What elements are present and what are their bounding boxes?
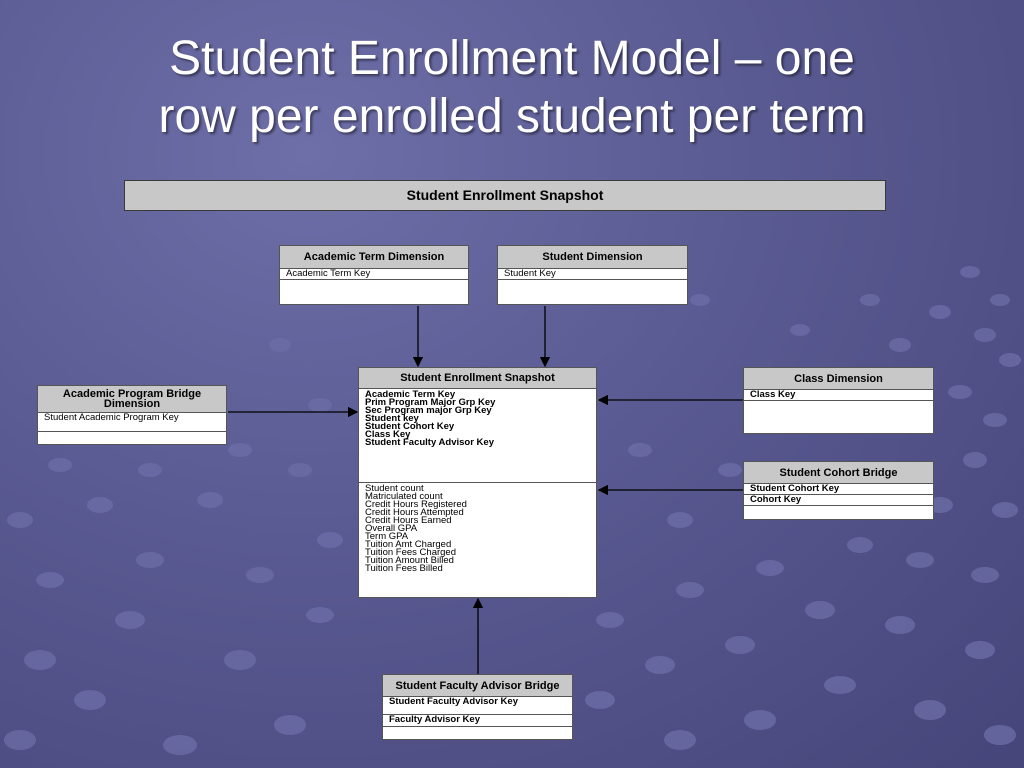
key-row: Student Key (498, 269, 687, 280)
fact-key: Student key (365, 413, 419, 424)
fact-measure: Tuition Amt Charged (365, 539, 452, 550)
academic-term-dimension-table (279, 245, 469, 305)
faculty-advisor-bridge-table (382, 674, 573, 740)
snapshot-banner: Student Enrollment Snapshot (124, 180, 886, 211)
table-header: Academic Term Dimension (280, 246, 468, 269)
fact-measures-section (359, 483, 596, 575)
table-header: Academic Program Bridge Dimension (38, 386, 226, 413)
fact-key: Academic Term Key (365, 389, 456, 400)
fact-measure: Credit Hours Earned (365, 515, 452, 526)
enrollment-snapshot-fact-table (358, 367, 597, 598)
table-header: Student Cohort Bridge (744, 462, 933, 484)
table-header: Student Enrollment Snapshot (359, 368, 596, 389)
fact-key: Student Cohort Key (365, 421, 455, 432)
key-row: Academic Term Key (280, 269, 468, 280)
key-row: Class Key (744, 390, 933, 401)
fact-key: Prim Program Major Grp Key (365, 397, 496, 408)
class-dimension-table (743, 367, 934, 434)
key-row: Student Academic Program Key (38, 413, 226, 432)
table-header: Class Dimension (744, 368, 933, 390)
fact-key: Student Faculty Advisor Key (365, 437, 494, 448)
fact-measure: Credit Hours Registered (365, 499, 467, 510)
student-cohort-bridge-table (743, 461, 934, 520)
fact-measure: Overall GPA (365, 523, 418, 534)
fact-measure: Tuition Fees Charged (365, 547, 457, 558)
fact-keys-section (359, 389, 596, 483)
title-line-1: Student Enrollment Model – one (169, 32, 855, 85)
fact-measure: Matriculated count (365, 491, 443, 502)
fact-key: Class Key (365, 429, 411, 440)
key-row: Faculty Advisor Key (383, 715, 572, 727)
fact-measure: Credit Hours Attempted (365, 507, 464, 518)
student-dimension-table (497, 245, 688, 305)
fact-measure: Term GPA (365, 531, 409, 542)
fact-measure: Student count (365, 483, 424, 494)
table-header: Student Dimension (498, 246, 687, 269)
academic-program-bridge-table (37, 385, 227, 445)
key-row: Student Cohort Key (744, 484, 933, 495)
key-row: Cohort Key (744, 495, 933, 506)
fact-measure: Tuition Fees Billed (365, 563, 443, 574)
fact-key: Sec Program major Grp Key (365, 405, 492, 416)
fact-measure: Tuition Amount Billed (365, 555, 454, 566)
table-header: Student Faculty Advisor Bridge (383, 675, 572, 697)
key-row: Student Faculty Advisor Key (383, 697, 572, 715)
title-line-2: row per enrolled student per term (158, 90, 866, 143)
